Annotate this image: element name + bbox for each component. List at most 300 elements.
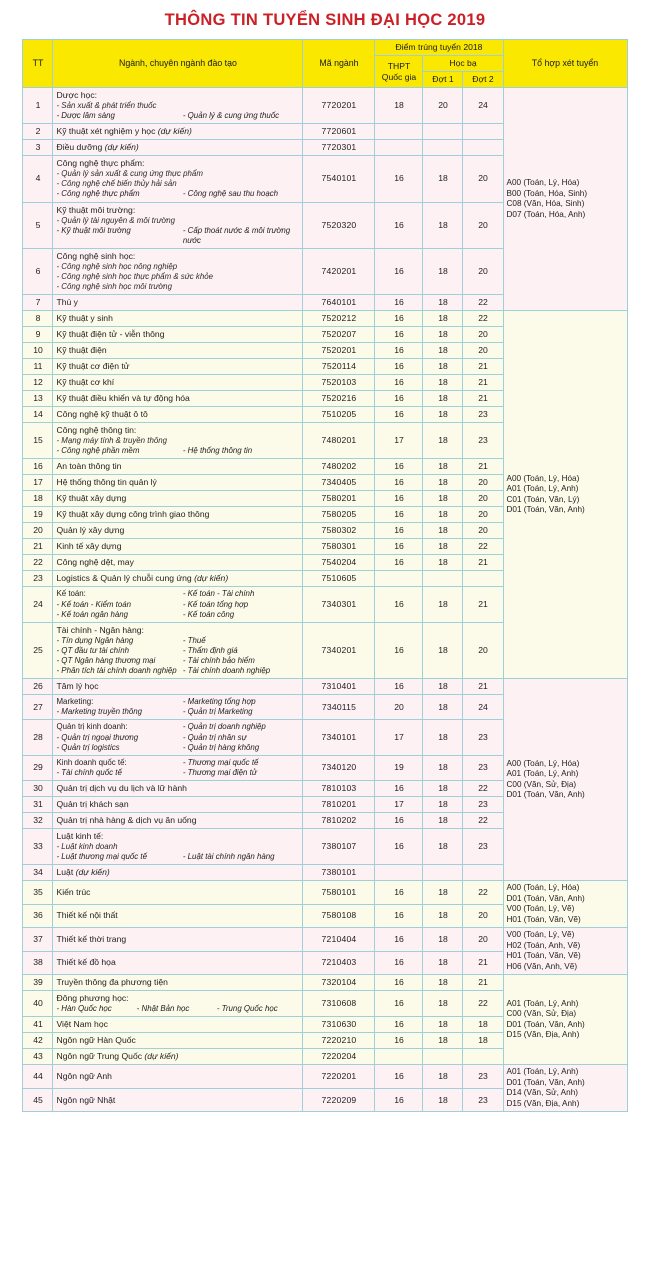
row-index: 14	[23, 407, 53, 423]
major-name-cell	[53, 1017, 303, 1033]
score-thpt	[375, 140, 423, 156]
major-name-cell	[53, 904, 303, 928]
score-thpt: 17	[375, 796, 423, 812]
table-row	[23, 1065, 627, 1089]
row-index: 27	[23, 695, 53, 720]
score-dot1: 18	[423, 156, 463, 202]
score-dot2	[463, 1049, 503, 1065]
row-index: 45	[23, 1088, 53, 1112]
score-thpt	[375, 865, 423, 881]
major-title: Kỹ thuật cơ khí	[56, 377, 115, 388]
subject-combo-line: C01 (Toán, Văn, Lý)	[506, 494, 580, 504]
subject-combo-line: D01 (Toán, Văn, Anh)	[506, 505, 585, 515]
major-code: 7520320	[303, 202, 375, 248]
score-dot1	[423, 865, 463, 881]
subject-combo-line: H06 (Văn, Anh, Vẽ)	[506, 961, 578, 971]
major-name-cell	[53, 571, 303, 587]
score-thpt: 16	[375, 812, 423, 828]
subject-combo-line: D07 (Toán, Hóa, Anh)	[506, 209, 586, 219]
score-thpt: 16	[375, 1033, 423, 1049]
major-subitem: - Kế toán tổng hợp	[182, 599, 249, 609]
score-dot1: 18	[423, 587, 463, 622]
major-subitem: - Thương mại điện tử	[182, 767, 257, 777]
major-subitem-row	[56, 733, 299, 743]
score-thpt: 16	[375, 928, 423, 952]
score-dot2: 20	[463, 904, 503, 928]
score-dot2: 23	[463, 828, 503, 864]
row-index: 8	[23, 311, 53, 327]
major-name-cell	[53, 202, 303, 248]
major-name-cell	[53, 423, 303, 459]
score-dot2: 20	[463, 622, 503, 678]
major-name-cell	[53, 140, 303, 156]
score-dot2: 18	[463, 1017, 503, 1033]
score-dot2: 22	[463, 780, 503, 796]
header-thpt	[375, 56, 423, 88]
score-dot1	[423, 124, 463, 140]
major-code: 7320104	[303, 975, 375, 991]
table-row	[23, 928, 627, 952]
score-dot2: 21	[463, 975, 503, 991]
major-subitem: - Mạng máy tính & truyền thông	[56, 436, 168, 446]
major-subitem: - Luật kinh doanh	[56, 841, 118, 851]
major-name-cell	[53, 720, 303, 755]
major-title: Tâm lý học	[56, 681, 99, 692]
major-title: Công nghệ sinh học:	[56, 250, 136, 261]
score-dot1: 18	[423, 1088, 463, 1112]
major-title: Quản lý xây dựng	[56, 525, 125, 536]
major-subitem: - Cấp thoát nước & môi trường nước	[182, 225, 291, 245]
subject-combo-cell	[503, 881, 627, 928]
major-code: 7580101	[303, 881, 375, 905]
major-name-cell	[53, 475, 303, 491]
major-subitem: - Quản trị Marketing	[182, 707, 253, 717]
subject-combo-line: D14 (Văn, Sử, Anh)	[506, 1088, 578, 1098]
subject-combo-line: D01 (Toán, Văn, Anh)	[506, 1077, 585, 1087]
major-code: 7340115	[303, 695, 375, 720]
subject-combo-cell	[503, 88, 627, 311]
score-thpt: 20	[375, 695, 423, 720]
score-dot1: 18	[423, 975, 463, 991]
row-index: 43	[23, 1049, 53, 1065]
score-thpt: 16	[375, 407, 423, 423]
row-index: 24	[23, 587, 53, 622]
major-note: (dự kiến)	[73, 867, 110, 878]
major-subitem: - Công nghệ sinh học nông nghiệp	[56, 261, 178, 271]
major-code: 7480201	[303, 423, 375, 459]
major-title: Công nghệ kỹ thuật ô tô	[56, 409, 148, 420]
major-subitem: - Tín dụng Ngân hàng	[56, 635, 134, 645]
score-thpt: 19	[375, 755, 423, 780]
major-code: 7420201	[303, 248, 375, 294]
score-dot2: 20	[463, 156, 503, 202]
score-thpt: 16	[375, 679, 423, 695]
score-dot1: 18	[423, 828, 463, 864]
major-code: 7640101	[303, 295, 375, 311]
score-dot1: 18	[423, 928, 463, 952]
subject-combo-cell	[503, 1065, 627, 1112]
major-subitem-row	[56, 610, 299, 620]
major-code: 7480202	[303, 459, 375, 475]
subject-combo-line: C08 (Văn, Hóa, Sinh)	[506, 199, 585, 209]
score-thpt: 16	[375, 359, 423, 375]
subject-combo-line: A01 (Toán, Lý, Anh)	[506, 1067, 579, 1077]
score-dot1: 18	[423, 375, 463, 391]
header-thpt-line1: THPT	[387, 60, 411, 71]
row-index: 44	[23, 1065, 53, 1089]
major-subitem: - Kế toán ngân hàng	[56, 609, 128, 619]
major-subitem: - Tài chính bảo hiểm	[182, 655, 255, 665]
page-title: THÔNG TIN TUYỂN SINH ĐẠI HỌC 2019	[164, 11, 486, 29]
row-index: 20	[23, 523, 53, 539]
subject-combo-cell	[503, 311, 627, 679]
major-name-cell	[53, 695, 303, 720]
major-name-cell	[53, 755, 303, 780]
table-row	[23, 88, 627, 124]
score-dot1: 18	[423, 295, 463, 311]
score-dot2: 21	[463, 555, 503, 571]
major-code: 7580302	[303, 523, 375, 539]
major-title: Dược học:	[56, 90, 98, 100]
admissions-table	[22, 39, 627, 1112]
major-subitem: - Tài chính doanh nghiệp	[182, 666, 271, 676]
row-index: 30	[23, 780, 53, 796]
major-code: 7520207	[303, 327, 375, 343]
major-code: 7810103	[303, 780, 375, 796]
score-dot1	[423, 140, 463, 156]
score-thpt: 16	[375, 555, 423, 571]
score-thpt: 16	[375, 1017, 423, 1033]
score-thpt	[375, 1049, 423, 1065]
major-name-cell	[53, 88, 303, 124]
subject-combo-line: A00 (Toán, Lý, Hóa)	[506, 883, 580, 893]
subject-combo-line: V00 (Toán, Lý, Vẽ)	[506, 904, 575, 914]
major-title: Ngôn ngữ Anh	[56, 1071, 112, 1082]
subject-combo-line: D01 (Toán, Văn, Anh)	[506, 1019, 585, 1029]
score-thpt: 16	[375, 156, 423, 202]
major-subitem: - Kế toán - Kiểm toán	[56, 599, 132, 609]
major-code: 7540101	[303, 156, 375, 202]
major-title: Tài chính - Ngân hàng:	[56, 624, 144, 635]
major-name-cell	[53, 343, 303, 359]
score-dot1: 18	[423, 881, 463, 905]
score-dot1: 18	[423, 991, 463, 1017]
major-subitem: - Nhật Bản học	[136, 1004, 190, 1014]
score-dot1: 18	[423, 539, 463, 555]
major-name-cell	[53, 1088, 303, 1112]
major-title: Kỹ thuật xây dựng	[56, 493, 127, 504]
header-dot2: Đợt 2	[463, 72, 503, 88]
score-dot1: 18	[423, 459, 463, 475]
score-dot2: 20	[463, 475, 503, 491]
major-title: Công nghệ dệt, may	[56, 557, 134, 568]
major-name-cell	[53, 828, 303, 864]
major-title: Ngôn ngữ Hàn Quốc	[56, 1035, 136, 1046]
score-thpt	[375, 571, 423, 587]
score-thpt: 16	[375, 391, 423, 407]
score-dot2	[463, 865, 503, 881]
row-index: 9	[23, 327, 53, 343]
major-title: Logistics & Quản lý chuỗi cung ứng (dự kiến)	[56, 573, 229, 584]
score-thpt: 17	[375, 423, 423, 459]
score-dot1: 20	[423, 88, 463, 124]
subject-combo-line: A00 (Toán, Lý, Hóa)	[506, 758, 580, 768]
score-dot2: 23	[463, 407, 503, 423]
score-dot1	[423, 1049, 463, 1065]
score-dot1: 18	[423, 523, 463, 539]
score-thpt: 16	[375, 1065, 423, 1089]
score-dot2	[463, 124, 503, 140]
row-index: 6	[23, 248, 53, 294]
row-index: 7	[23, 295, 53, 311]
major-name-cell	[53, 679, 303, 695]
row-index: 36	[23, 904, 53, 928]
subject-combo-line: C00 (Văn, Sử, Địa)	[506, 779, 577, 789]
major-title: Luật kinh tế:	[56, 830, 104, 841]
subject-combo-line: D01 (Toán, Văn, Anh)	[506, 893, 585, 903]
major-title: Kỹ thuật xây dựng công trình giao thông	[56, 509, 210, 520]
score-dot1: 18	[423, 202, 463, 248]
major-title: Công nghệ thông tin:	[56, 425, 137, 436]
major-code: 7520216	[303, 391, 375, 407]
score-thpt: 16	[375, 539, 423, 555]
row-index: 34	[23, 865, 53, 881]
score-dot1	[423, 571, 463, 587]
major-subitem: - Trung Quốc học	[216, 1004, 278, 1014]
major-subitem-row	[56, 707, 299, 717]
major-title: Quản trị dịch vụ du lịch và lữ hành	[56, 782, 187, 793]
score-thpt: 16	[375, 1088, 423, 1112]
table-row	[23, 881, 627, 905]
major-name-cell	[53, 539, 303, 555]
score-thpt: 16	[375, 491, 423, 507]
major-title: Kỹ thuật điện tử - viễn thông	[56, 329, 165, 340]
row-index: 16	[23, 459, 53, 475]
score-dot2: 23	[463, 1088, 503, 1112]
major-title: Điều dưỡng (dự kiến)	[56, 142, 139, 153]
row-index: 33	[23, 828, 53, 864]
row-index: 13	[23, 391, 53, 407]
major-note: (dự kiến)	[102, 142, 139, 153]
score-dot2: 23	[463, 796, 503, 812]
score-dot1: 18	[423, 407, 463, 423]
score-thpt: 16	[375, 343, 423, 359]
major-code: 7340120	[303, 755, 375, 780]
row-index: 28	[23, 720, 53, 755]
row-index: 15	[23, 423, 53, 459]
major-code: 7340101	[303, 720, 375, 755]
major-subitem: - QT đầu tư tài chính	[56, 645, 130, 655]
subject-combo-line: B00 (Toán, Hóa, Sinh)	[506, 188, 588, 198]
score-dot1: 18	[423, 359, 463, 375]
major-code: 7510205	[303, 407, 375, 423]
major-code: 7210404	[303, 928, 375, 952]
major-title: Ngôn ngữ Trung Quốc (dự kiến)	[56, 1051, 179, 1062]
major-code: 7220209	[303, 1088, 375, 1112]
major-subitem-row	[56, 646, 299, 656]
major-code: 7340405	[303, 475, 375, 491]
major-code: 7580301	[303, 539, 375, 555]
major-subitem: - Hệ thống thông tin	[182, 446, 253, 456]
major-title: Thiết kế nội thất	[56, 910, 118, 921]
major-subitem: - Tài chính quốc tế	[56, 767, 122, 777]
major-subitem: - Công nghệ chế biến thủy hải sản	[56, 179, 177, 189]
score-dot2: 23	[463, 755, 503, 780]
score-thpt: 16	[375, 475, 423, 491]
row-index: 23	[23, 571, 53, 587]
major-name-cell	[53, 1033, 303, 1049]
major-code: 7380101	[303, 865, 375, 881]
major-code: 7210403	[303, 951, 375, 975]
score-thpt: 16	[375, 375, 423, 391]
header-score-group: Điểm trúng tuyển 2018	[375, 40, 503, 56]
score-dot2: 20	[463, 327, 503, 343]
row-index: 26	[23, 679, 53, 695]
major-title: Kỹ thuật môi trường:	[56, 204, 136, 215]
major-name-cell	[53, 555, 303, 571]
major-subitem: - Hàn Quốc học	[56, 1004, 112, 1014]
score-thpt: 17	[375, 720, 423, 755]
major-name-cell	[53, 124, 303, 140]
score-dot1: 18	[423, 343, 463, 359]
major-name-cell	[53, 975, 303, 991]
major-title: Thú y	[56, 297, 78, 308]
score-thpt: 18	[375, 88, 423, 124]
score-dot2: 20	[463, 248, 503, 294]
major-name-cell	[53, 156, 303, 202]
major-title: Kinh doanh quốc tế: - Thương mại quốc tế	[56, 757, 259, 767]
major-title: Quản trị kinh doanh: - Quản trị doanh nghiệp	[56, 722, 266, 732]
header-hocba: Học bạ	[423, 56, 503, 72]
major-title: Công nghệ thực phẩm:	[56, 158, 145, 169]
major-title: Kỹ thuật xét nghiệm y học (dự kiến)	[56, 126, 192, 137]
major-code: 7520103	[303, 375, 375, 391]
score-dot2: 22	[463, 991, 503, 1017]
row-index: 11	[23, 359, 53, 375]
major-title: Kinh tế xây dựng	[56, 541, 122, 552]
score-dot1: 18	[423, 951, 463, 975]
score-thpt: 16	[375, 587, 423, 622]
major-title: Kỹ thuật điều khiển và tự động hóa	[56, 393, 190, 404]
major-title: An toàn thông tin	[56, 461, 122, 472]
score-dot2	[463, 571, 503, 587]
major-subitem: - Quản lý tài nguyên & môi trường	[56, 215, 176, 225]
score-thpt: 16	[375, 975, 423, 991]
row-index: 18	[23, 491, 53, 507]
major-code: 7340301	[303, 587, 375, 622]
score-thpt	[375, 124, 423, 140]
major-subitem: - Công nghệ sinh học thực phẩm & sức khỏe	[56, 271, 213, 281]
major-name-cell	[53, 295, 303, 311]
score-dot1: 18	[423, 780, 463, 796]
major-name-cell	[53, 881, 303, 905]
major-code: 7540204	[303, 555, 375, 571]
major-name-cell	[53, 796, 303, 812]
major-name-cell	[53, 622, 303, 678]
major-subitem: - Phân tích tài chính doanh nghiệp	[56, 666, 177, 676]
major-title: Thiết kế đồ họa	[56, 957, 116, 968]
score-dot1: 18	[423, 311, 463, 327]
score-dot1: 18	[423, 812, 463, 828]
header-tt: TT	[23, 40, 53, 88]
score-thpt: 16	[375, 507, 423, 523]
major-name-cell	[53, 991, 303, 1017]
score-thpt: 16	[375, 248, 423, 294]
score-dot1: 18	[423, 720, 463, 755]
score-dot2: 21	[463, 391, 503, 407]
subject-combo-line: H01 (Toán, Văn, Vẽ)	[506, 914, 581, 924]
major-note: (dự kiến)	[155, 126, 192, 137]
score-thpt: 16	[375, 881, 423, 905]
major-name-cell	[53, 523, 303, 539]
major-code: 7520212	[303, 311, 375, 327]
header-major-code: Mã ngành	[303, 40, 375, 88]
row-index: 10	[23, 343, 53, 359]
major-subitem-row	[56, 636, 299, 646]
major-title: Truyền thông đa phương tiện	[56, 977, 168, 988]
score-dot2: 18	[463, 1033, 503, 1049]
score-dot2: 22	[463, 295, 503, 311]
subject-combo-cell	[503, 975, 627, 1065]
score-dot1: 18	[423, 796, 463, 812]
major-title: Marketing: - Marketing tổng hợp	[56, 697, 256, 707]
score-dot2: 22	[463, 812, 503, 828]
score-dot1: 18	[423, 1065, 463, 1089]
major-code: 7340201	[303, 622, 375, 678]
score-thpt: 16	[375, 202, 423, 248]
score-dot2: 23	[463, 423, 503, 459]
major-code: 7580108	[303, 904, 375, 928]
major-code: 7220204	[303, 1049, 375, 1065]
score-dot2: 20	[463, 202, 503, 248]
major-subitem: - Quản lý & cung ứng thuốc	[182, 111, 280, 121]
major-name-cell	[53, 327, 303, 343]
score-thpt: 16	[375, 459, 423, 475]
major-code: 7220210	[303, 1033, 375, 1049]
subject-combo-line: H01 (Toán, Văn, Vẽ)	[506, 951, 581, 961]
score-dot2: 24	[463, 88, 503, 124]
major-name-cell	[53, 459, 303, 475]
score-dot2: 20	[463, 491, 503, 507]
subject-combo-line: V00 (Toán, Lý, Vẽ)	[506, 930, 575, 940]
major-name-cell	[53, 812, 303, 828]
row-index: 40	[23, 991, 53, 1017]
major-subitem: - Sản xuất & phát triển thuốc	[56, 101, 157, 110]
score-thpt: 16	[375, 780, 423, 796]
major-name-cell	[53, 1049, 303, 1065]
row-index: 29	[23, 755, 53, 780]
major-name-cell	[53, 375, 303, 391]
major-title: Quản trị khách sạn	[56, 798, 129, 809]
major-name-cell	[53, 491, 303, 507]
major-name-cell	[53, 248, 303, 294]
major-code: 7810202	[303, 812, 375, 828]
row-index: 25	[23, 622, 53, 678]
major-code: 7310608	[303, 991, 375, 1017]
score-dot2: 24	[463, 695, 503, 720]
row-index: 3	[23, 140, 53, 156]
major-subitem-row	[56, 666, 299, 676]
row-index: 32	[23, 812, 53, 828]
score-dot1: 18	[423, 555, 463, 571]
score-thpt: 16	[375, 951, 423, 975]
major-title: Kế toán: - Kế toán - Tài chính	[56, 589, 255, 599]
score-dot1: 18	[423, 755, 463, 780]
table-body	[23, 88, 627, 1112]
score-dot2: 21	[463, 459, 503, 475]
major-subitem: - Công nghệ sinh học môi trường	[56, 282, 172, 292]
major-note: (dự kiến)	[142, 1051, 179, 1062]
